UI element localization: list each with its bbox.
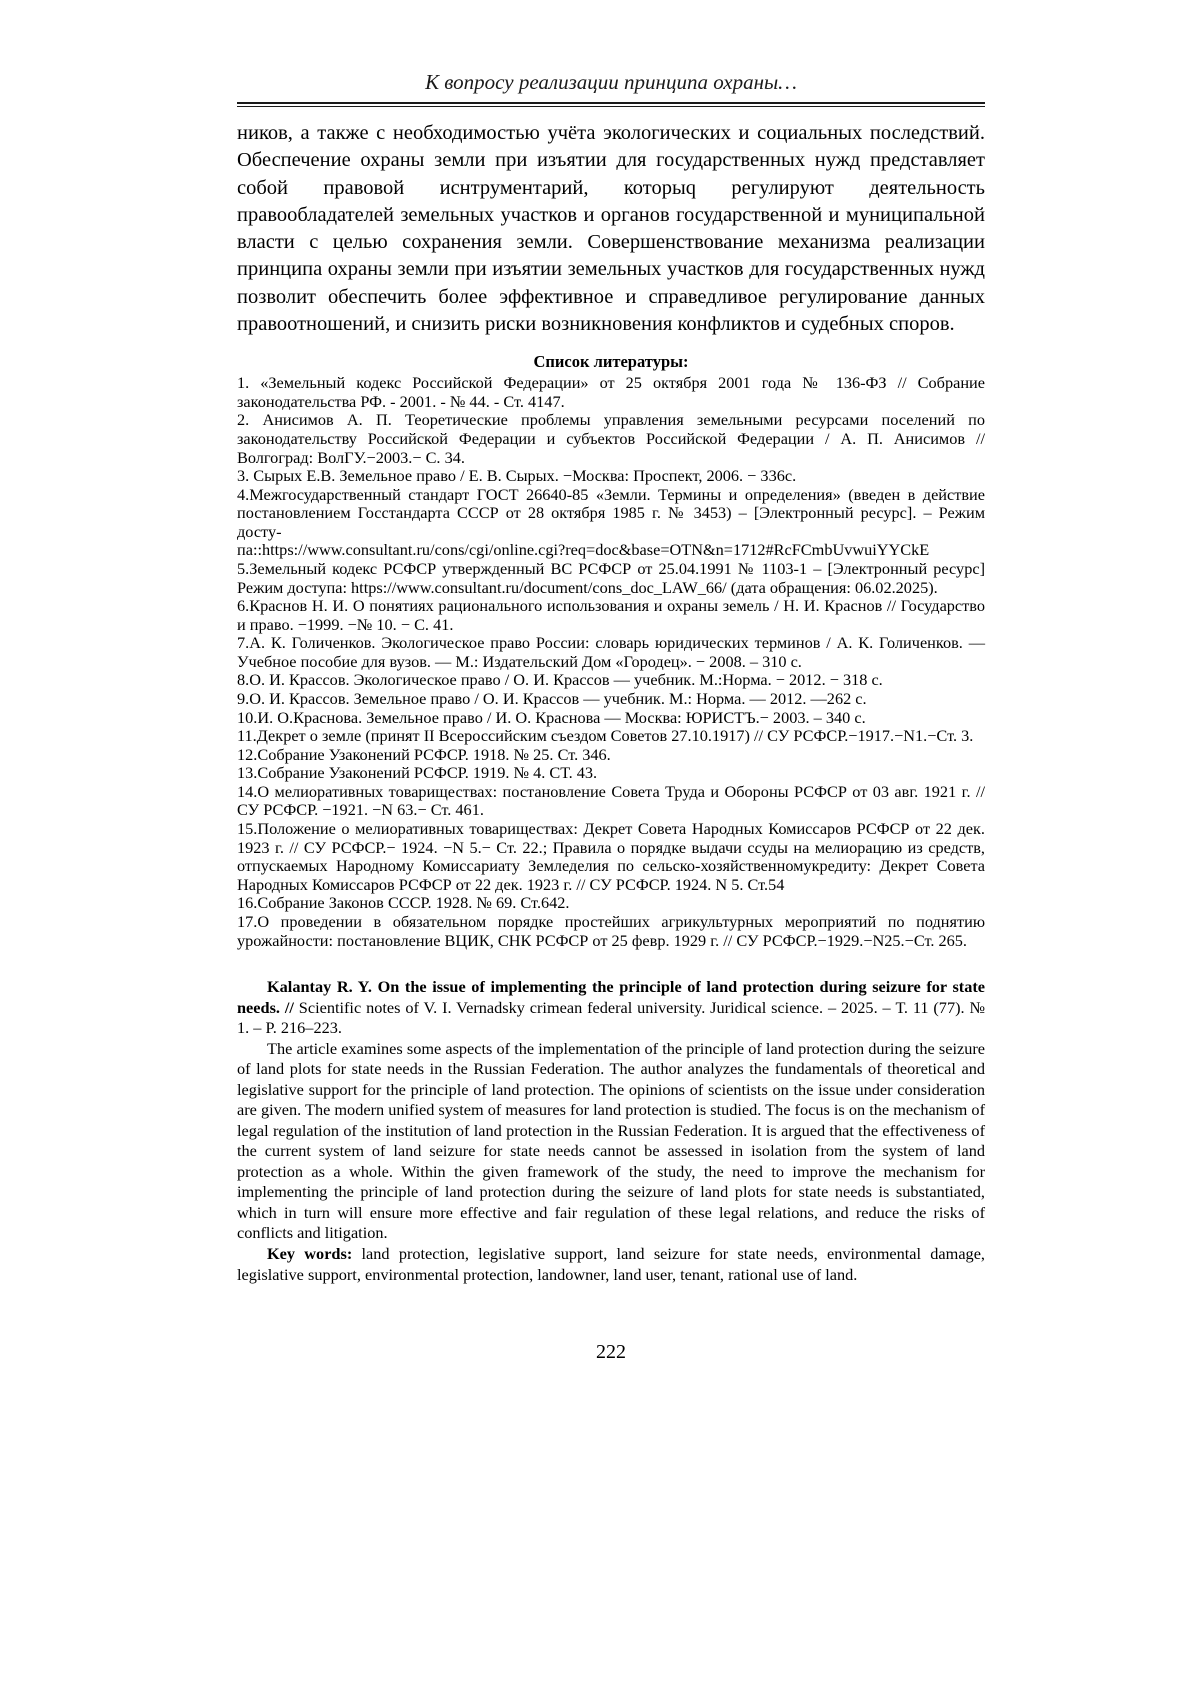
references-heading: Список литературы: (533, 352, 689, 372)
reference-item: 2. Анисимов А. П. Теоретические проблемы управления земельными ресурсами поселений по законодательству Российской Федерации и субъектов Российской Федерации / А. П. Анисимов // Волгоград: ВолГУ.−2003.− С. 34. (237, 410, 985, 467)
reference-item: 3. Сырых Е.В. Земельное право / Е. В. Сырых. −Москва: Проспект, 2006. − 336с. (237, 466, 797, 486)
english-citation (237, 977, 985, 1039)
reference-item: 9.О. И. Крассов. Земельное право / О. И. Крассов — учебник. М.: Норма. — 2012. —262 с. (237, 689, 867, 709)
content-column (237, 0, 985, 1364)
keywords-text: land protection, legislative support, land seizure for state needs, environmental damage, legislative support, environmental protection, landowner, land user, tenant, rational use of land. (237, 1244, 985, 1284)
abstract-paragraph: The article examines some aspects of the implementation of the principle of land protection during the seizure of land plots for state needs in the Russian Federation. The author analyzes the fundamentals of theoretical and legislative support for the principle of land protection. The opinions of scientists on the issue under consideration are given. The modern unified system of measures for land protection is studied. The focus is on the mechanism of legal regulation of the institution of land protection in the Russian Federation. It is argued that the effectiveness of the current system of land seizure for state needs cannot be assessed in isolation from the system of land protection as a whole. Within the given framework of the study, the need to improve the mechanism for implementing the principle of land protection during the seizure of land plots for state needs is substantiated, which in turn will ensure more effective and fair regulation of these legal relations, and reduce the risks of conflicts and litigation. (237, 1038, 985, 1243)
citation-authors-title: Kalantay R. Y. On the issue of implementing the principle of land protection during seizure for state needs. // (237, 977, 985, 1017)
reference-item: 7.А. К. Голиченков. Экологическое право России: словарь юридических терминов / А. К. Голиченков. — Учебное пособие для вузов. — М.: Издательский Дом «Городец». − 2008. – 310 с. (237, 633, 985, 671)
reference-item: 5.Земельный кодекс РСФСР утвержденный ВС РСФСР от 25.04.1991 № 1103-1 – [Электронный ресурс] Режим доступа: https://www.consultant.ru/document/cons_doc_LAW_66/ (дата обращения: 06.02.2025). (237, 558, 985, 597)
keywords-paragraph (237, 1244, 985, 1285)
header-rule (237, 102, 985, 107)
reference-item: 1. «Земельный кодекс Российской Федерации» от 25 октября 2001 года № 136-ФЗ // Собрание законодательства РФ. - 2001. - № 44. - Ст. 4147. (237, 373, 985, 411)
reference-item: 15.Положение о мелиоративных товариществах: Декрет Совета Народных Комиссаров РСФСР от 22 дек. 1923 г. // СУ РСФСР.− 1924. −N 5.− Ст. 22.; Правила о порядке выдачи ссуды на мелиорацию из средств, отпускаемых Народному Комиссариату Земледелия по сельско-хозяйственномукредиту: Декрет Совета Народных Комиссаров РСФСР от 22 дек. 1923 г. // СУ РСФСР. 1924. N 5. Ст.54 (237, 819, 985, 894)
reference-item: 11.Декрет о земле (принят II Всероссийским съездом Советов 27.10.1917) // СУ РСФСР.−1917.−N1.−Ст. 3. (237, 726, 974, 746)
reference-item: 14.О мелиоративных товариществах: постановление Совета Труда и Обороны РСФСР от 03 авг. 1921 г. // СУ РСФСР. −1921. −N 63.− Ст. 461. (237, 781, 985, 820)
page-number: 222 (596, 1341, 626, 1364)
body-paragraph: ников, а также с необходимостью учёта экологических и социальных последствий. Обеспечение охраны земли при изъятии для государственных нужд представляет собой правовой иснтрументарий, которыq регулируют деятельность правообладателей земельных участков и органов государственной и муниципальной власти с целью сохранения земли. Совершенствование механизма реализации принципа охраны земли при изъятии земельных участков для государственных нужд позволит обеспечить более эффективное и справедливое регулирование данных правоотношений, и снизить риски возникновения конфликтов и судебных споров. (237, 122, 985, 335)
reference-item: 8.О. И. Крассов. Экологическое право / О. И. Крассов — учебник. М.:Норма. − 2012. − 318 с. (237, 670, 883, 690)
running-header-title: К вопросу реализации принципа охраны… (425, 70, 797, 94)
reference-item: 12.Собрание Узаконений РСФСР. 1918. № 25. Ст. 346. (237, 744, 611, 764)
reference-item: 6.Краснов Н. И. О понятиях рационального использования и охраны земель / Н. И. Краснов // Государство и право. −1999. −№ 10. − С. 41. (237, 596, 985, 634)
reference-item: 16.Собрание Законов СССР. 1928. № 69. Ст.642. (237, 893, 570, 913)
citation-source: Scientific notes of V. I. Vernadsky crimean federal university. Juridical science. – 2025. – Т. 11 (77). № 1. – P. 216–223. (237, 997, 985, 1038)
keywords-label: Key words: (267, 1244, 353, 1264)
reference-item: 17.О проведении в обязательном порядке простейших агрикультурных мероприятий по поднятию урожайности: постановление ВЦИК, СНК РСФСР от 25 февр. 1929 г. // СУ РСФСР.−1929.−N25.−Ст. 265. (237, 911, 985, 950)
references-list (237, 374, 985, 950)
reference-item: 10.И. О.Краснова. Земельное право / И. О. Краснова — Москва: ЮРИСТЪ.− 2003. – 340 с. (237, 707, 866, 727)
reference-item: 13.Собрание Узаконений РСФСР. 1919. № 4. СТ. 43. (237, 763, 598, 783)
reference-item: 4.Межгосударственный стандарт ГОСТ 26640-85 «Земли. Термины и определения» (введен в действие постановлением Госстандарта СССР от 28 октября 1985 г. № 3453) – [Электронный ресурс]. – Режим досту- па::https://www.consultant.ru/cons/cgi/online.cgi?req=doc&base=OTN&n=1712#RcFCmbUvwuiYYCkE (237, 484, 985, 560)
